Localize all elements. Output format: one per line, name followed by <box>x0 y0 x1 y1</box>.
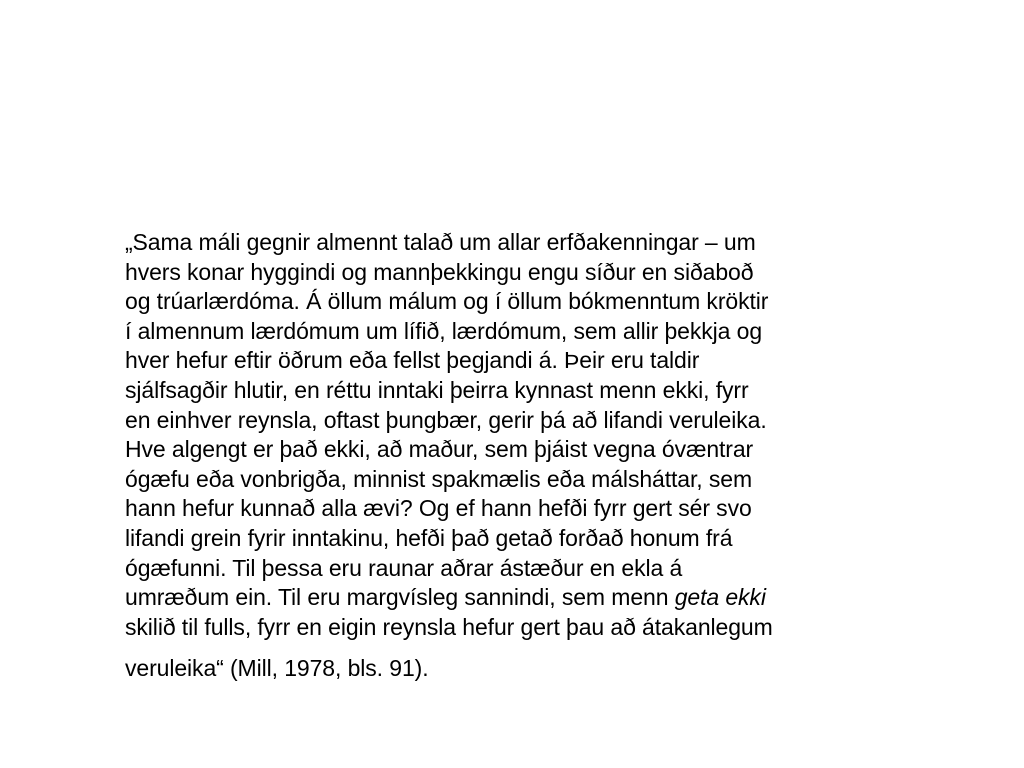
quote-citation-line: veruleika“ (Mill, 1978, bls. 91). <box>125 655 429 682</box>
quote-line-12: ógæfunni. Til þessa eru raunar aðrar ástæður en ekla á <box>125 554 683 581</box>
quote-line-5: hver hefur eftir öðrum eða fellst þegjandi á. Þeir eru taldir <box>125 347 700 374</box>
quote-emphasis: geta ekki <box>674 584 766 611</box>
quote-line-1: „Sama máli gegnir almennt talað um allar erfðakenningar – um <box>125 229 756 255</box>
quote-line-13 <box>125 583 985 613</box>
quote-line-3: og trúarlærdóma. Á öllum málum og í öllum bókmenntum kröktir <box>125 288 769 315</box>
quote-line-4: í almennum lærdómum um lífið, lærdómum, sem allir þekkja og <box>125 317 763 344</box>
quote-line-13-text: umræðum ein. Til eru margvísleg sannindi, sem menn <box>125 584 675 611</box>
quote-line-14: skilið til fulls, fyrr en eigin reynsla hefur gert þau að átakanlegum <box>125 613 773 640</box>
quote-line-8: Hve algengt er það ekki, að maður, sem þjáist vegna óvæntrar <box>125 436 754 463</box>
quote-line-7: en einhver reynsla, oftast þungbær, gerir þá að lifandi veruleika. <box>125 406 767 433</box>
quote-line-6: sjálfsagðir hlutir, en réttu inntaki þeirra kynnast menn ekki, fyrr <box>125 376 749 403</box>
quote-line-2: hvers konar hyggindi og mannþekkingu engu síður en siðaboð <box>125 258 754 285</box>
quote-line-11: lifandi grein fyrir inntakinu, hefði það getað forðað honum frá <box>125 524 733 551</box>
quote-paragraph <box>125 228 985 684</box>
quote-line-10: hann hefur kunnað alla ævi? Og ef hann hefði fyrr gert sér svo <box>125 495 752 522</box>
quote-line-9: ógæfu eða vonbrigða, minnist spakmælis eða málsháttar, sem <box>125 465 753 492</box>
